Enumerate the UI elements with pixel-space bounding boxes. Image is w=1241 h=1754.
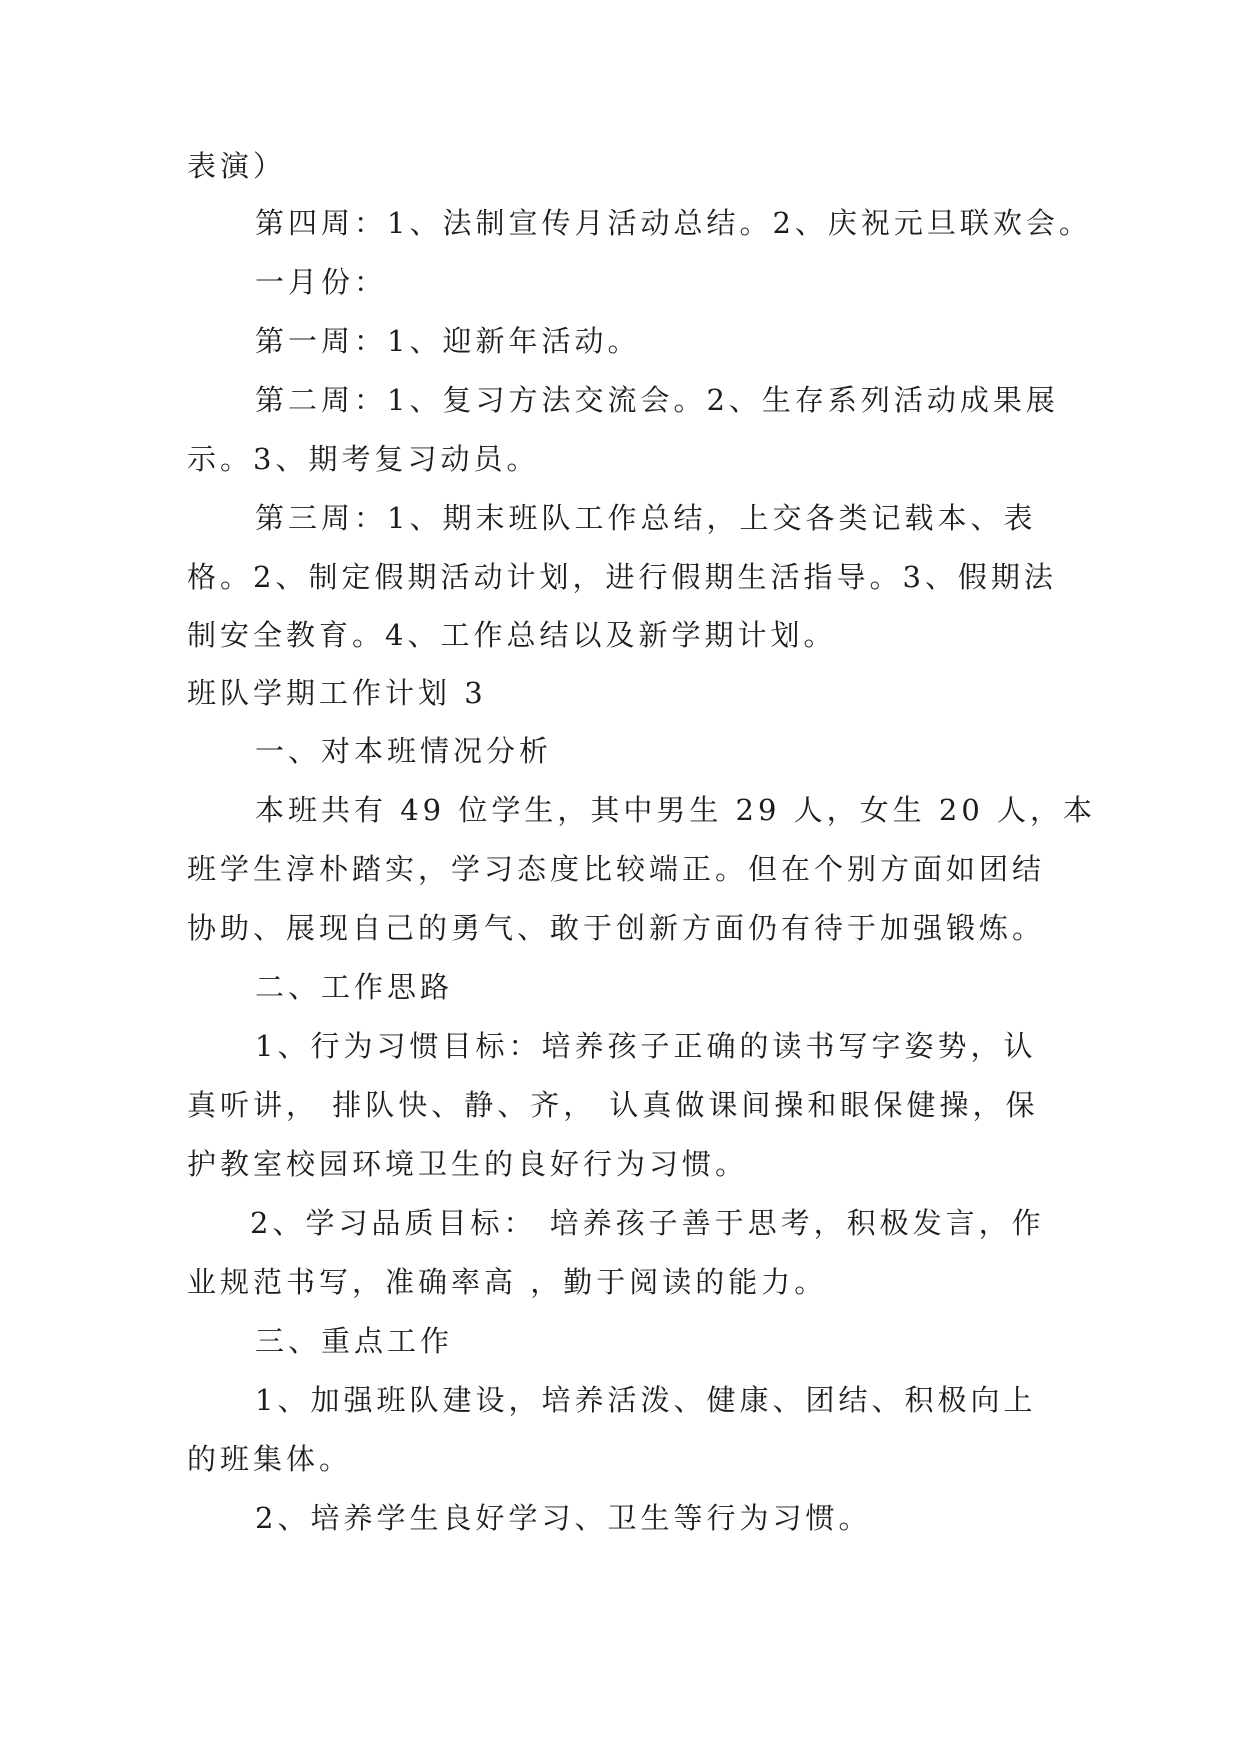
text-line: 真听讲， 排队快、静、齐， 认真做课间操和眼保健操，保 bbox=[187, 1088, 1039, 1122]
text-line: 第一周：1、迎新年活动。 bbox=[255, 324, 641, 358]
text-line: 本班共有 49 位学生，其中男生 29 人，女生 20 人，本 bbox=[255, 793, 1097, 827]
text-line: 1、加强班队建设，培养活泼、健康、团结、积极向上 bbox=[255, 1383, 1037, 1417]
section-heading: 三、重点工作 bbox=[255, 1324, 454, 1358]
text-line: 1、行为习惯目标：培养孩子正确的读书写字姿势，认 bbox=[255, 1029, 1037, 1063]
section-heading: 一、对本班情况分析 bbox=[255, 734, 553, 768]
section-heading: 二、工作思路 bbox=[255, 970, 454, 1004]
text-line: 的班集体。 bbox=[187, 1442, 353, 1476]
text-line: 示。3、期考复习动员。 bbox=[187, 442, 540, 476]
text-line: 表演） bbox=[187, 149, 287, 183]
text-line: 格。2、制定假期活动计划，进行假期生活指导。3、假期法 bbox=[187, 560, 1057, 594]
text-line: 2、培养学生良好学习、卫生等行为习惯。 bbox=[255, 1501, 872, 1535]
text-line: 第二周：1、复习方法交流会。2、生存系列活动成果展 bbox=[255, 383, 1059, 417]
text-line: 第四周：1、法制宣传月活动总结。2、庆祝元旦联欢会。 bbox=[255, 206, 1092, 240]
section-heading: 一月份： bbox=[255, 265, 388, 299]
text-line: 护教室校园环境卫生的良好行为习惯。 bbox=[187, 1147, 749, 1181]
text-line: 班学生淳朴踏实，学习态度比较端正。但在个别方面如团结 bbox=[187, 852, 1046, 886]
text-line: 2、学习品质目标： 培养孩子善于思考，积极发言，作 bbox=[250, 1206, 1045, 1240]
document-title: 班队学期工作计划 3 bbox=[187, 676, 487, 710]
text-line: 协助、展现自己的勇气、敢于创新方面仍有待于加强锻炼。 bbox=[187, 911, 1046, 945]
text-line: 制安全教育。4、工作总结以及新学期计划。 bbox=[187, 618, 837, 652]
text-line: 业规范书写，准确率高 ，勤于阅读的能力。 bbox=[187, 1265, 828, 1299]
text-line: 第三周：1、期末班队工作总结，上交各类记载本、表 bbox=[255, 501, 1037, 535]
